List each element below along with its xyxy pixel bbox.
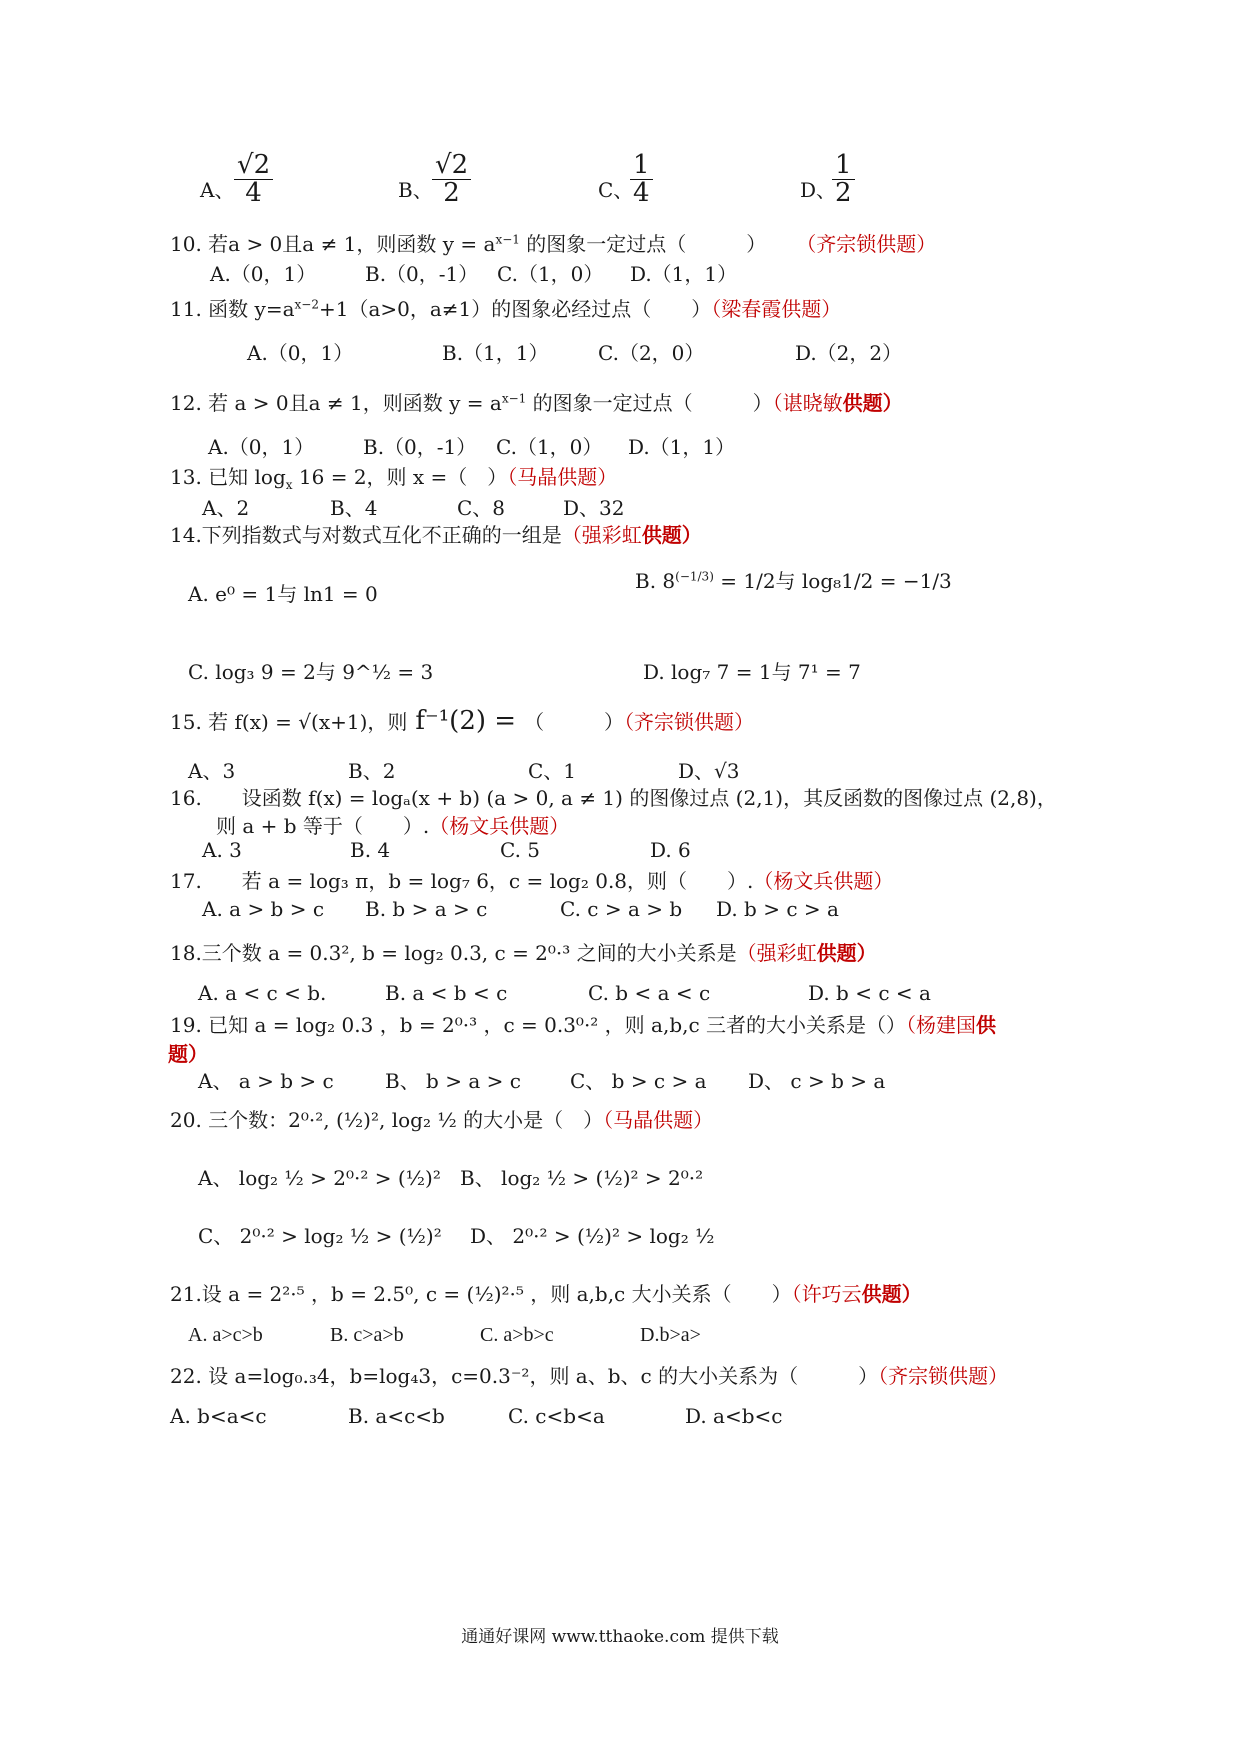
q14-source-b: 供题） (641, 523, 702, 547)
q11-option-b: B.（1，1） (442, 341, 549, 365)
q21-stem: 21.设 a = 2²·⁵ ，b = 2.5⁰, c = (½)²·⁵ ，则 a,b,c 大小关系（ ）（许巧云供题） (170, 1282, 922, 1306)
q13-option-a: A、2 (202, 496, 250, 520)
q16-option-b: B. 4 (350, 838, 391, 862)
q10-stem: 10. 若a > 0且a ≠ 1，则函数 $y = a^{x-1}$ 的图象一定过点（ ） （齐宗锁供题） (170, 232, 937, 256)
q20-option-b: B、 log₂ ½ > (½)² > 2⁰·² (460, 1166, 704, 1190)
q12-option-b: B.（0，-1） (363, 435, 477, 459)
q18-option-d: D. b < c < a (808, 981, 931, 1005)
q13-stem: 13. 已知 $\log_x 16 = 2$，则 x =（ ）（马晶供题） (170, 465, 618, 492)
q19-option-d: D、 c > b > a (748, 1069, 886, 1093)
q19-option-c: C、 b > c > a (570, 1069, 707, 1093)
q15-option-a: A、3 (188, 759, 236, 783)
q22-source: （齐宗锁供题） (878, 1364, 1009, 1388)
q22-option-a: A. b<a<c (170, 1404, 267, 1428)
q21-source-a: （许巧云 (791, 1282, 862, 1306)
q14-stem: 14.下列指数式与对数式互化不正确的一组是（强彩虹供题） (170, 523, 702, 547)
q9-option-c-label: C、 (598, 178, 634, 202)
q12-source-a: （谌晓敏 (772, 391, 843, 415)
q11-option-a: A.（0，1） (247, 341, 354, 365)
q14-option-b: B. $8^{(-1/3)} = 1/2$与 log₈1/2 = −1/3 (635, 569, 952, 593)
q18-source-b: 供题） (816, 941, 877, 965)
q20-source: （马晶供题） (603, 1108, 714, 1132)
q17-option-c: C. c > a > b (560, 897, 683, 921)
q9-option-d-label: D、 (800, 178, 837, 202)
q22-option-c: C. c<b<a (508, 1404, 605, 1428)
q11-stem: 11. 函数 $y=a^{x-2}+1(a>0$，a≠1）的图象必经过点（ ）（梁春霞供题） (170, 297, 842, 321)
q19-stem: 19. 已知 a = log₂ 0.3 ，b = 2⁰·³ ，c = 0.3⁰·² ，则 a,b,c 三者的大小关系是（）（杨建国供 (170, 1013, 997, 1037)
q10-option-d: D.（1，1） (630, 262, 738, 286)
q9-option-c-value: $\frac{1}{4}$ (630, 152, 653, 208)
q11-option-c: C.（2，0） (598, 341, 705, 365)
q17-option-d: D. b > c > a (716, 897, 839, 921)
q21-option-b: B. c>a>b (330, 1324, 404, 1346)
q10-option-c: C.（1，0） (497, 262, 604, 286)
q9-option-b-value: $\frac{√2}{2}$ (432, 152, 471, 208)
q16-option-a: A. 3 (202, 838, 242, 862)
q19-option-b: B、 b > a > c (385, 1069, 521, 1093)
q15-expression: f⁻¹(2) = (415, 706, 517, 736)
q19-source-b: 供 (976, 1013, 997, 1037)
q17-option-a: A. a > b > c (202, 897, 325, 921)
q20-option-a: A、 log₂ ½ > 2⁰·² > (½)² (198, 1166, 441, 1190)
q10-option-a: A.（0，1） (210, 262, 317, 286)
q16-line2: 则 a + b 等于（ ）.（杨文兵供题） (216, 814, 570, 838)
q9-option-d-value: $\frac{1}{2}$ (832, 152, 855, 208)
q9-option-a-value: $\frac{√2}{4}$ (234, 152, 273, 208)
q20-option-c: C、 2⁰·² > log₂ ½ > (½)² (198, 1224, 442, 1248)
q21-option-c: C. a>b>c (480, 1324, 554, 1346)
q22-option-d: D. a<b<c (685, 1404, 783, 1428)
q11-option-d: D.（2，2） (795, 341, 903, 365)
q18-option-b: B. a < b < c (385, 981, 508, 1005)
q18-stem: 18.三个数 a = 0.3², b = log₂ 0.3, c = 2⁰·³ 之间的大小关系是（强彩虹供题） (170, 941, 877, 965)
q19-option-a: A、 a > b > c (198, 1069, 334, 1093)
q20-stem: 20. 三个数：2⁰·², (½)², log₂ ½ 的大小是（ ）（马晶供题） (170, 1108, 714, 1132)
q14-option-a: A. e⁰ = 1与 ln1 = 0 (188, 582, 378, 606)
q10-option-b: B.（0，-1） (365, 262, 479, 286)
q17-source: （杨文兵供题） (753, 869, 894, 893)
q19-source-a: （杨建国 (906, 1013, 977, 1037)
q21-source-b: 供题） (861, 1282, 922, 1306)
q21-option-a: A. a>c>b (188, 1324, 263, 1346)
q13-option-c: C、8 (457, 496, 506, 520)
q21-option-d: D.b>a> (640, 1324, 701, 1346)
q10-source: （齐宗锁供题） (806, 232, 937, 256)
q12-option-c: C.（1，0） (496, 435, 603, 459)
q14-option-d: D. log₇ 7 = 1与 7¹ = 7 (643, 660, 861, 684)
q13-source: （马晶供题） (507, 465, 618, 489)
q14-option-c: C. log₃ 9 = 2与 9^½ = 3 (188, 660, 434, 684)
q15-option-d: D、√3 (678, 759, 740, 783)
q14-source-a: （强彩虹 (561, 523, 642, 547)
q16-option-d: D. 6 (650, 838, 691, 862)
q12-option-a: A.（0，1） (208, 435, 315, 459)
q13-option-d: D、32 (563, 496, 625, 520)
q11-source: （梁春霞供题） (711, 297, 842, 321)
q17-option-b: B. b > a > c (365, 897, 488, 921)
page-footer: 通通好课网 www.tthaoke.com 提供下载 (461, 1627, 779, 1647)
q9-option-b-label: B、 (398, 178, 433, 202)
q15-source: （齐宗锁供题） (624, 710, 755, 734)
q15-option-c: C、1 (528, 759, 577, 783)
q12-source-b: 供题） (842, 391, 903, 415)
q18-option-a: A. a < c < b. (198, 981, 327, 1005)
q12-option-d: D.（1，1） (628, 435, 736, 459)
q15-option-b: B、2 (348, 759, 396, 783)
q16-option-c: C. 5 (500, 838, 541, 862)
q17-stem: 17. 若 a = log₃ π，b = log₇ 6，c = log₂ 0.8，则（ ）.（杨文兵供题） (170, 869, 894, 893)
q16-source: （杨文兵供题） (429, 814, 570, 838)
q18-option-c: C. b < a < c (588, 981, 711, 1005)
q20-option-d: D、 2⁰·² > (½)² > log₂ ½ (470, 1224, 715, 1248)
q9-option-a-label: A、 (200, 178, 235, 202)
q19-source-cont: 题） (168, 1042, 208, 1066)
q15-stem: 15. 若 f(x) = √(x+1)，则 f⁻¹(2) = （ ）（齐宗锁供题） (170, 706, 755, 736)
q22-stem: 22. 设 a=log₀.₃4，b=log₄3，c=0.3⁻²，则 a、b、c 的大小关系为（ ）（齐宗锁供题） (170, 1364, 1009, 1388)
q12-stem: 12. 若 a > 0且a ≠ 1，则函数 $y = a^{x-1}$ 的图象一定过点（ ）（谌晓敏供题） (170, 391, 903, 415)
q16-stem: 16. 设函数 f(x) = logₐ(x + b) (a > 0, a ≠ 1) 的图像过点 (2,1)，其反函数的图像过点 (2,8)， (170, 786, 1057, 810)
q13-option-b: B、4 (330, 496, 378, 520)
q22-option-b: B. a<c<b (348, 1404, 445, 1428)
q18-source-a: （强彩虹 (736, 941, 817, 965)
